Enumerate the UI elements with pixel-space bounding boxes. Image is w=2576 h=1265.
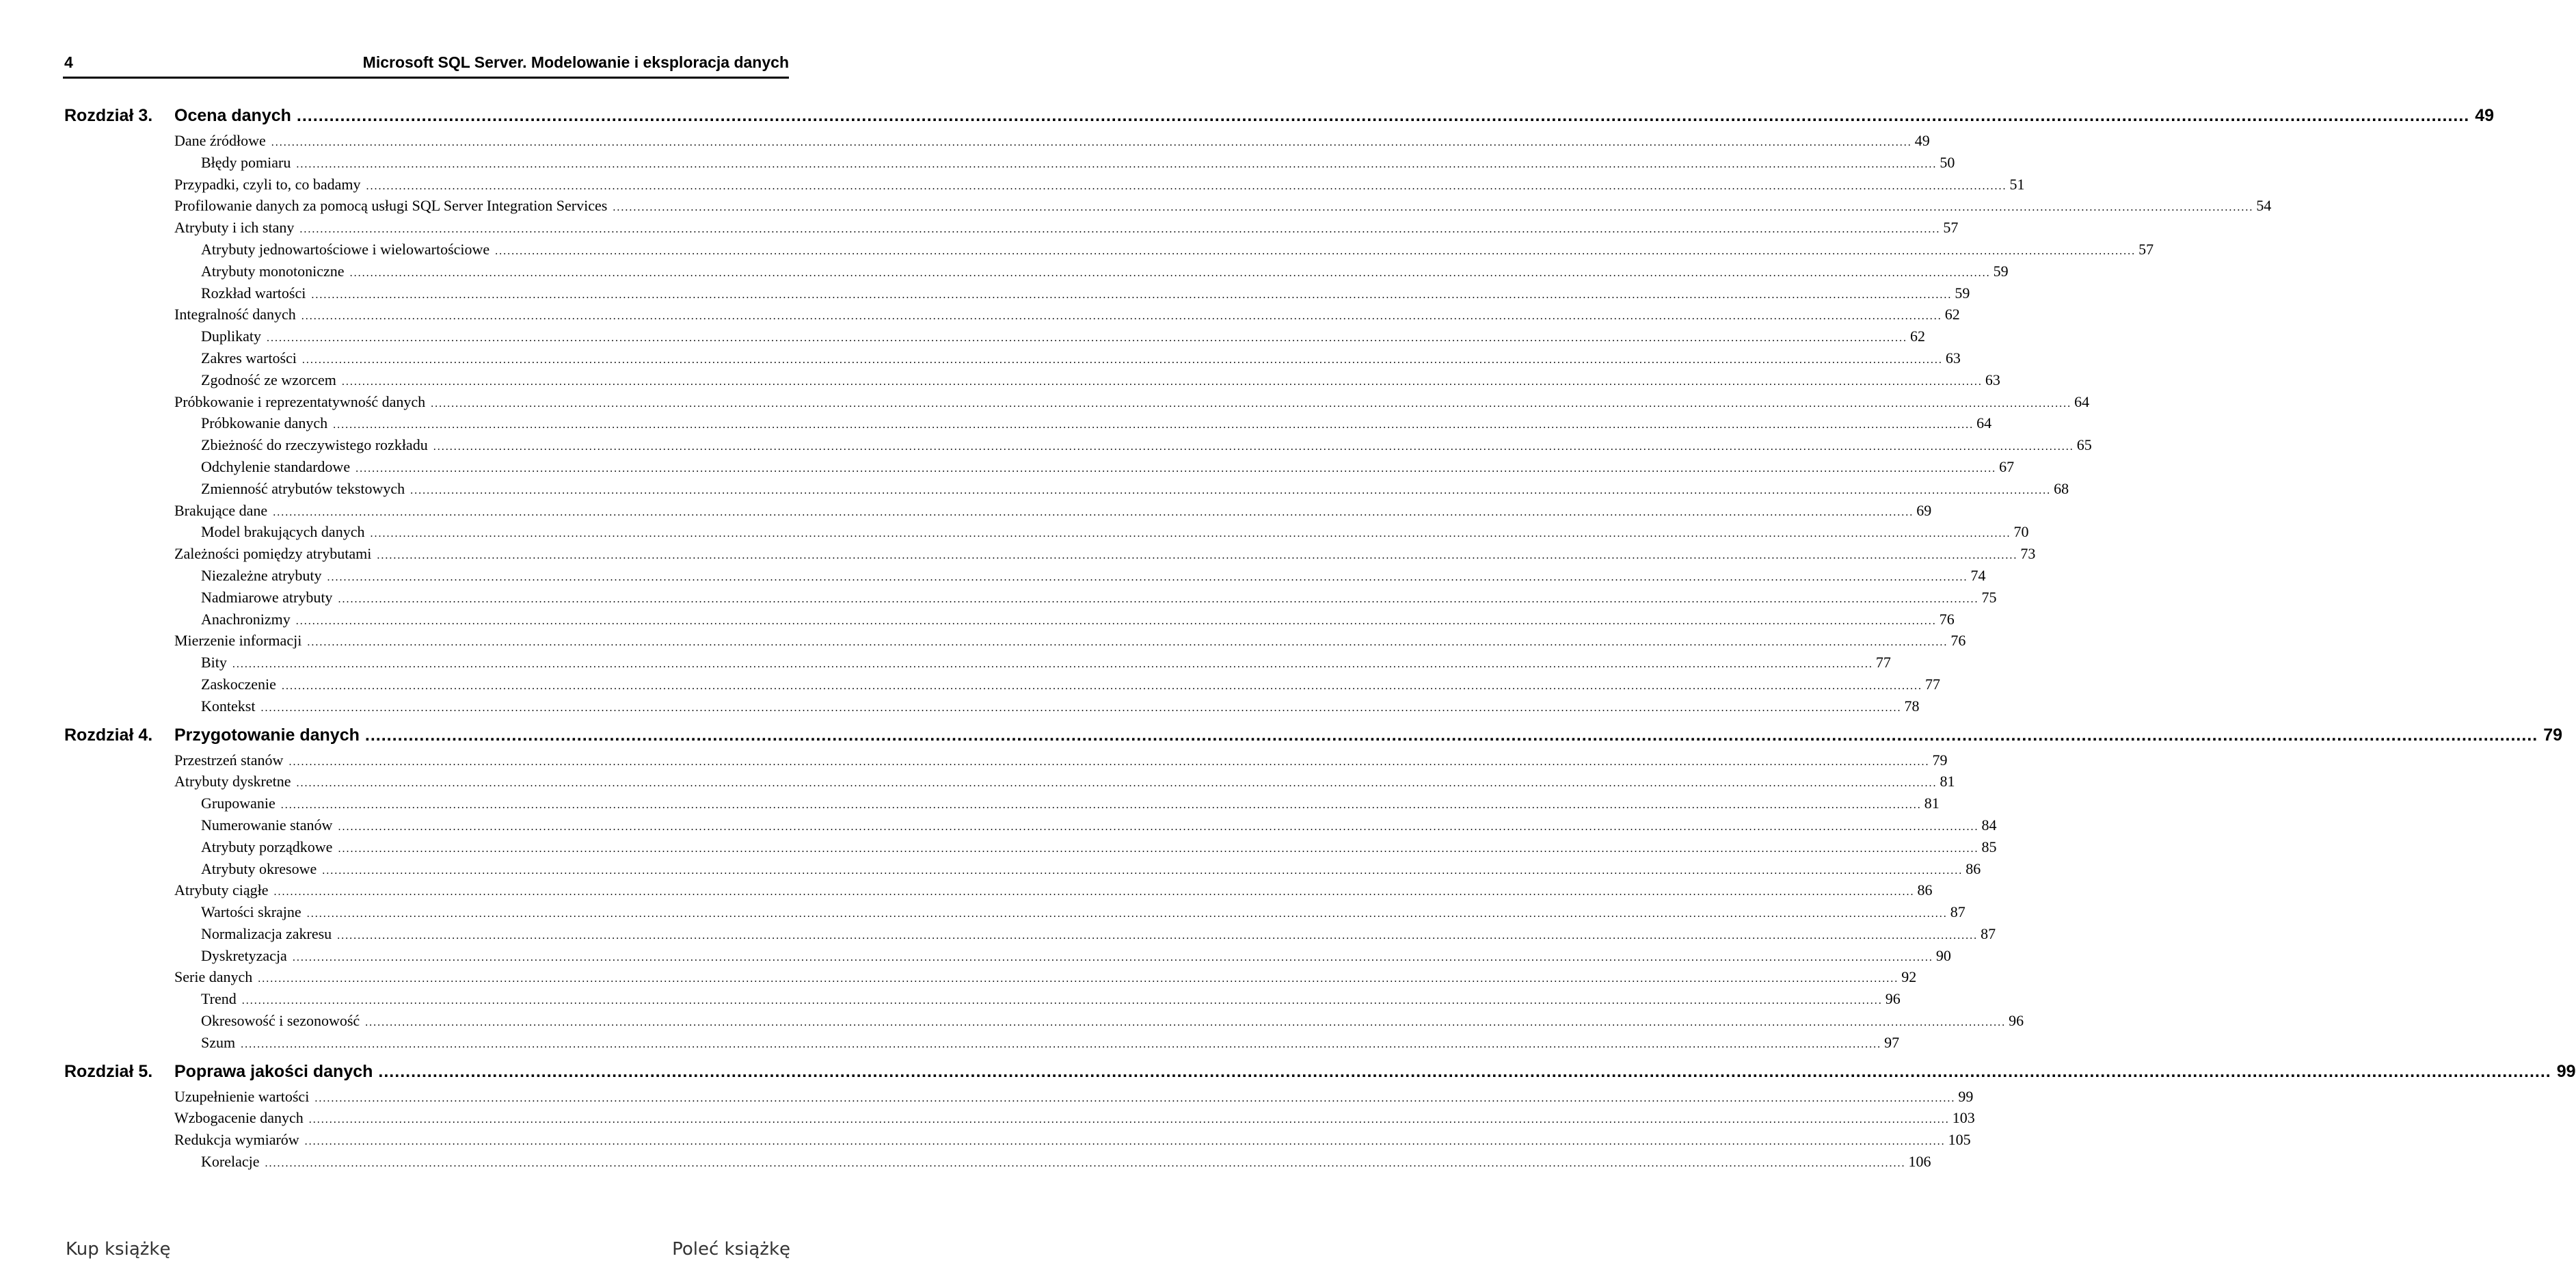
- dot-leader: ................................................................................................................................................................................................................................................................................................................................................................................................................: [265, 1158, 1906, 1170]
- toc-section[interactable]: [174, 1087, 1974, 1110]
- chapter-page-number: 99: [2556, 1061, 2576, 1081]
- toc-subsection[interactable]: [201, 371, 2000, 393]
- dot-leader: ................................................................................................................................................................................................................................................................................................................................................................................................................: [341, 375, 1983, 388]
- entry-page-number: 96: [2009, 1012, 2024, 1030]
- dot-leader: ................................................................................................................................................................................................................................................................................................................................................................................................................: [296, 777, 1937, 790]
- toc-section[interactable]: [174, 392, 2090, 415]
- entry-title: Zbieżność do rzeczywistego rozkładu: [201, 436, 428, 454]
- dot-leader: ................................................................................................................................................................................................................................................................................................................................................................................................................: [410, 484, 2052, 496]
- running-header: [63, 51, 789, 79]
- entry-page-number: 64: [1976, 414, 1992, 432]
- dot-leader: ................................................................................................................................................................................................................................................................................................................................................................................................................: [295, 615, 1937, 627]
- chapter-title-line: [174, 725, 2563, 745]
- entry-title: Atrybuty jednowartościowe i wielowartościowe: [201, 240, 490, 258]
- entry-page-number: 74: [1970, 566, 1986, 584]
- entry-page-number: 57: [1943, 219, 1959, 237]
- chapter-label: Rozdział 5.: [64, 1061, 153, 1081]
- toc-subsection[interactable]: [201, 860, 1981, 882]
- chapter-title-line: [174, 1061, 2576, 1082]
- entry-title: Dane źródłowe: [174, 132, 266, 149]
- dot-leader: ................................................................................................................................................................................................................................................................................................................................................................................................................: [280, 799, 1922, 812]
- entry-page-number: 106: [1908, 1153, 1931, 1171]
- toc-section[interactable]: [174, 501, 1932, 524]
- dot-leader: ................................................................................................................................................................................................................................................................................................................................................................................................................: [378, 1061, 2551, 1081]
- toc-subsection[interactable]: [201, 588, 1997, 611]
- entry-page-number: 76: [1939, 610, 1955, 628]
- toc-section[interactable]: [174, 881, 1933, 903]
- entry-page-number: 75: [1981, 588, 1997, 606]
- dot-leader: ................................................................................................................................................................................................................................................................................................................................................................................................................: [613, 202, 2254, 214]
- toc-section[interactable]: [174, 175, 2025, 198]
- toc-subsection[interactable]: [201, 457, 2015, 480]
- entry-title: Atrybuty monotoniczne: [201, 262, 345, 280]
- dot-leader: ................................................................................................................................................................................................................................................................................................................................................................................................................: [338, 842, 1979, 855]
- toc-subsection[interactable]: [201, 566, 1986, 589]
- toc-subsection[interactable]: [201, 903, 1965, 925]
- dot-leader: ................................................................................................................................................................................................................................................................................................................................................................................................................: [271, 137, 1912, 148]
- entry-title: Zmienność atrybutów tekstowych: [201, 479, 405, 497]
- entry-page-number: 57: [2138, 240, 2154, 258]
- entry-title: Kontekst: [201, 697, 256, 715]
- entry-page-number: 77: [1924, 675, 1940, 693]
- dot-leader: ................................................................................................................................................................................................................................................................................................................................................................................................................: [431, 397, 2072, 410]
- entry-page-number: 59: [1955, 284, 1970, 302]
- toc-subsection[interactable]: [201, 610, 1955, 632]
- entry-title: Wzbogacenie danych: [174, 1109, 304, 1127]
- toc-subsection[interactable]: [201, 924, 1996, 947]
- entry-title: Przypadki, czyli to, co badamy: [174, 175, 361, 193]
- dot-leader: ................................................................................................................................................................................................................................................................................................................................................................................................................: [366, 180, 2007, 192]
- chapter-title: Przygotowanie danych: [174, 725, 360, 745]
- entry-page-number: 86: [1917, 881, 1933, 899]
- entry-title: Model brakujących danych: [201, 523, 365, 541]
- entry-page-number: 50: [1940, 153, 1955, 171]
- toc-subsection[interactable]: [201, 1153, 1931, 1175]
- entry-title: Próbkowanie danych: [201, 414, 328, 432]
- toc-chapter: [63, 725, 2563, 1056]
- toc-subsection[interactable]: [201, 328, 1925, 349]
- entry-page-number: 81: [1924, 795, 1940, 812]
- dot-leader: ................................................................................................................................................................................................................................................................................................................................................................................................................: [433, 441, 2074, 453]
- toc-subsection[interactable]: [201, 1033, 1900, 1056]
- dot-leader: ................................................................................................................................................................................................................................................................................................................................................................................................................: [337, 929, 1978, 942]
- toc-subsection[interactable]: [201, 946, 1951, 969]
- entry-title: Mierzenie informacji: [174, 632, 302, 650]
- entry-page-number: 59: [1993, 262, 2009, 280]
- chapter-heading[interactable]: [63, 725, 2563, 751]
- entry-page-number: 54: [2256, 197, 2272, 215]
- dot-leader: ................................................................................................................................................................................................................................................................................................................................................................................................................: [232, 658, 1873, 671]
- toc-chapter: [63, 1061, 2576, 1175]
- entry-page-number: 97: [1884, 1033, 1900, 1051]
- dot-leader: ................................................................................................................................................................................................................................................................................................................................................................................................................: [296, 106, 2470, 125]
- entry-title: Zakres wartości: [201, 349, 297, 367]
- entry-title: Wartości skrajne: [201, 903, 301, 921]
- dot-leader: ................................................................................................................................................................................................................................................................................................................................................................................................................: [292, 951, 1933, 963]
- entry-title: Duplikaty: [201, 328, 261, 345]
- toc-section[interactable]: [174, 751, 1948, 773]
- dot-leader: ................................................................................................................................................................................................................................................................................................................................................................................................................: [289, 756, 1930, 768]
- dot-leader: ................................................................................................................................................................................................................................................................................................................................................................................................................: [260, 702, 1902, 714]
- entry-title: Bity: [201, 654, 227, 671]
- chapter-title: Ocena danych: [174, 106, 291, 125]
- toc-subsection[interactable]: [201, 414, 1992, 436]
- entry-page-number: 65: [2076, 436, 2092, 454]
- entry-page-number: 79: [1932, 751, 1948, 769]
- entry-title: Rozkład wartości: [201, 284, 306, 302]
- entry-title: Zaskoczenie: [201, 675, 276, 693]
- dot-leader: ................................................................................................................................................................................................................................................................................................................................................................................................................: [304, 1136, 1946, 1148]
- entry-page-number: 78: [1904, 697, 1920, 715]
- entry-page-number: 76: [1950, 632, 1966, 650]
- chapter-label: Rozdział 4.: [64, 725, 153, 745]
- toc-subsection[interactable]: [201, 990, 1901, 1012]
- entry-page-number: 96: [1885, 990, 1901, 1008]
- entry-title: Grupowanie: [201, 795, 276, 812]
- entry-title: Zgodność ze wzorcem: [201, 371, 336, 388]
- chapter-page-number: 79: [2543, 725, 2563, 745]
- toc-chapter: [63, 106, 2495, 719]
- dot-leader: ................................................................................................................................................................................................................................................................................................................................................................................................................: [355, 462, 1997, 475]
- dot-leader: ................................................................................................................................................................................................................................................................................................................................................................................................................: [365, 1017, 2007, 1029]
- dot-leader: ................................................................................................................................................................................................................................................................................................................................................................................................................: [349, 267, 1991, 279]
- dot-leader: ................................................................................................................................................................................................................................................................................................................................................................................................................: [241, 995, 1883, 1007]
- entry-title: Korelacje: [201, 1153, 260, 1171]
- entry-page-number: 68: [2054, 479, 2069, 497]
- dot-leader: ................................................................................................................................................................................................................................................................................................................................................................................................................: [301, 310, 1942, 323]
- toc-section[interactable]: [174, 306, 1960, 328]
- toc-subsection[interactable]: [201, 816, 1997, 838]
- dot-leader: ................................................................................................................................................................................................................................................................................................................................................................................................................: [273, 886, 1915, 898]
- entry-title: Uzupełnienie wartości: [174, 1087, 310, 1105]
- dot-leader: ................................................................................................................................................................................................................................................................................................................................................................................................................: [307, 637, 1948, 649]
- book-title: Microsoft SQL Server. Modelowanie i eksploracja danych: [362, 53, 789, 71]
- entry-page-number: 87: [1950, 903, 1965, 921]
- toc-subsection[interactable]: [201, 697, 1920, 719]
- entry-page-number: 105: [1948, 1131, 1971, 1149]
- chapter-title: Poprawa jakości danych: [174, 1061, 373, 1081]
- entry-title: Normalizacja zakresu: [201, 924, 332, 942]
- dot-leader: ................................................................................................................................................................................................................................................................................................................................................................................................................: [364, 725, 2538, 745]
- entry-title: Niezależne atrybuty: [201, 566, 322, 584]
- dot-leader: ................................................................................................................................................................................................................................................................................................................................................................................................................: [338, 593, 1979, 605]
- dot-leader: ................................................................................................................................................................................................................................................................................................................................................................................................................: [311, 289, 1953, 301]
- entry-page-number: 67: [1999, 457, 2015, 475]
- entry-page-number: 86: [1965, 860, 1981, 877]
- entry-title: Profilowanie danych za pomocą usługi SQL Server Integration Services: [174, 197, 608, 215]
- toc-subsection[interactable]: [201, 1012, 2024, 1034]
- entry-page-number: 64: [2074, 392, 2090, 410]
- chapter-title-line: [174, 106, 2495, 126]
- entry-title: Błędy pomiaru: [201, 153, 291, 171]
- dot-leader: ................................................................................................................................................................................................................................................................................................................................................................................................................: [338, 821, 1979, 833]
- dot-leader: ................................................................................................................................................................................................................................................................................................................................................................................................................: [495, 245, 2136, 257]
- entry-title: Szum: [201, 1033, 236, 1051]
- toc-section[interactable]: [174, 1131, 1971, 1153]
- recommend-book-link[interactable]: Poleć książkę: [672, 1239, 790, 1260]
- entry-title: Dyskretyzacja: [201, 946, 287, 964]
- entry-title: Brakujące dane: [174, 501, 268, 519]
- dot-leader: ................................................................................................................................................................................................................................................................................................................................................................................................................: [241, 1038, 1882, 1050]
- dot-leader: ................................................................................................................................................................................................................................................................................................................................................................................................................: [314, 1092, 1956, 1104]
- chapter-heading[interactable]: [63, 106, 2495, 132]
- entry-page-number: 85: [1981, 838, 1997, 855]
- entry-page-number: 84: [1981, 816, 1997, 834]
- toc-subsection[interactable]: [201, 349, 1961, 371]
- toc-subsection[interactable]: [201, 240, 2154, 263]
- toc-subsection[interactable]: [201, 523, 2029, 545]
- entry-page-number: 81: [1940, 773, 1955, 790]
- entry-title: Atrybuty ciągłe: [174, 881, 269, 899]
- table-of-contents: [63, 106, 2576, 1181]
- entry-page-number: 73: [2020, 545, 2036, 563]
- toc-subsection[interactable]: [201, 153, 1955, 176]
- toc-subsection[interactable]: [201, 795, 1940, 816]
- entry-title: Anachronizmy: [201, 610, 291, 628]
- toc-section[interactable]: [174, 1109, 1975, 1131]
- entry-title: Trend: [201, 990, 237, 1008]
- entry-title: Redukcja wymiarów: [174, 1131, 299, 1149]
- entry-title: Atrybuty dyskretne: [174, 773, 291, 790]
- entry-page-number: 69: [1916, 501, 1932, 519]
- dot-leader: ................................................................................................................................................................................................................................................................................................................................................................................................................: [296, 158, 1937, 170]
- entry-title: Okresowość i sezonowość: [201, 1012, 360, 1030]
- entry-page-number: 77: [1875, 654, 1891, 671]
- entry-page-number: 49: [1914, 132, 1930, 149]
- entry-title: Numerowanie stanów: [201, 816, 333, 834]
- toc-subsection[interactable]: [201, 675, 1940, 697]
- entry-page-number: 63: [1985, 371, 2000, 388]
- entry-title: Atrybuty porządkowe: [201, 838, 333, 855]
- toc-section[interactable]: [174, 545, 2036, 567]
- toc-section[interactable]: [174, 132, 1930, 154]
- toc-section[interactable]: [174, 219, 1959, 241]
- entry-page-number: 103: [1952, 1109, 1975, 1127]
- entry-title: Nadmiarowe atrybuty: [201, 588, 333, 606]
- entry-title: Zależności pomiędzy atrybutami: [174, 545, 372, 563]
- dot-leader: ................................................................................................................................................................................................................................................................................................................................................................................................................: [306, 908, 1948, 920]
- chapter-page-number: 49: [2475, 106, 2495, 125]
- entry-page-number: 90: [1935, 946, 1951, 964]
- dot-leader: ................................................................................................................................................................................................................................................................................................................................................................................................................: [377, 550, 2018, 562]
- chapter-label: Rozdział 3.: [64, 106, 153, 125]
- footer: [66, 1239, 790, 1261]
- entry-title: Przestrzeń stanów: [174, 751, 284, 769]
- toc-section[interactable]: [174, 197, 2272, 219]
- dot-leader: ................................................................................................................................................................................................................................................................................................................................................................................................................: [308, 1114, 1950, 1126]
- toc-section[interactable]: [174, 773, 1955, 795]
- toc-subsection[interactable]: [201, 479, 2069, 502]
- dot-leader: ................................................................................................................................................................................................................................................................................................................................................................................................................: [273, 506, 1914, 518]
- dot-leader: ................................................................................................................................................................................................................................................................................................................................................................................................................: [258, 973, 1899, 985]
- entry-page-number: 70: [2013, 523, 2029, 541]
- dot-leader: ................................................................................................................................................................................................................................................................................................................................................................................................................: [327, 571, 1968, 583]
- entry-title: Integralność danych: [174, 306, 296, 323]
- entry-page-number: 63: [1945, 349, 1961, 367]
- toc-subsection[interactable]: [201, 284, 1970, 306]
- entry-page-number: 62: [1944, 306, 1960, 323]
- dot-leader: ................................................................................................................................................................................................................................................................................................................................................................................................................: [281, 680, 1922, 692]
- toc-section[interactable]: [174, 968, 1917, 990]
- toc-subsection[interactable]: [201, 838, 1997, 860]
- entry-page-number: 87: [1981, 924, 1996, 942]
- dot-leader: ................................................................................................................................................................................................................................................................................................................................................................................................................: [301, 354, 1943, 366]
- buy-book-link[interactable]: Kup książkę: [66, 1239, 171, 1260]
- toc-subsection[interactable]: [201, 436, 2092, 458]
- toc-subsection[interactable]: [201, 654, 1891, 676]
- dot-leader: ................................................................................................................................................................................................................................................................................................................................................................................................................: [322, 864, 1963, 877]
- entry-page-number: 51: [2009, 175, 2025, 193]
- entry-title: Atrybuty i ich stany: [174, 219, 295, 237]
- entry-page-number: 92: [1901, 968, 1917, 986]
- dot-leader: ................................................................................................................................................................................................................................................................................................................................................................................................................: [370, 528, 2011, 540]
- entry-page-number: 99: [1958, 1087, 1974, 1105]
- dot-leader: ................................................................................................................................................................................................................................................................................................................................................................................................................: [267, 332, 1907, 345]
- toc-subsection[interactable]: [201, 262, 2009, 284]
- entry-title: Próbkowanie i reprezentatywność danych: [174, 392, 426, 410]
- entry-title: Serie danych: [174, 968, 253, 986]
- entry-title: Odchylenie standardowe: [201, 457, 351, 475]
- dot-leader: ................................................................................................................................................................................................................................................................................................................................................................................................................: [333, 419, 1974, 431]
- toc-section[interactable]: [174, 632, 1966, 654]
- entry-page-number: 62: [1910, 328, 1925, 345]
- entry-title: Atrybuty okresowe: [201, 860, 317, 877]
- chapter-heading[interactable]: [63, 1061, 2576, 1088]
- page-number: 4: [64, 53, 73, 71]
- dot-leader: ................................................................................................................................................................................................................................................................................................................................................................................................................: [299, 224, 1941, 236]
